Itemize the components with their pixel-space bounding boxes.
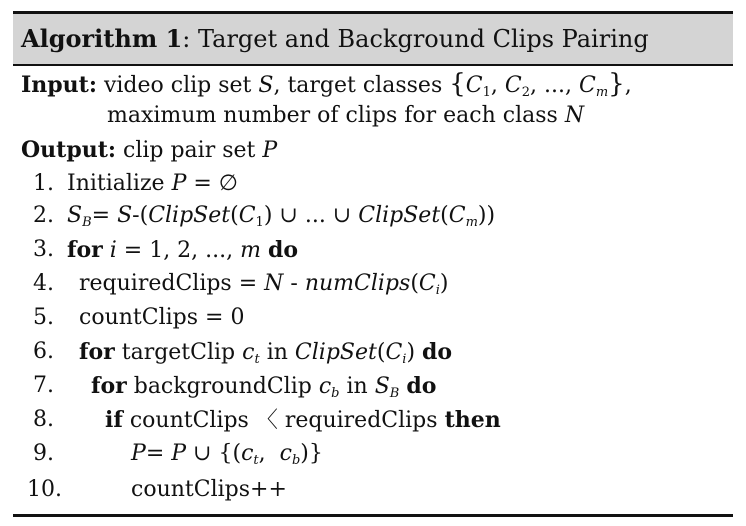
algorithm-title: Algorithm 1: Target and Background Clips Pairing (21, 24, 649, 53)
step-text: countClips++ (131, 477, 287, 502)
keyword-in: in (346, 374, 368, 399)
step-number: 5. (33, 305, 54, 330)
keyword-do: do (406, 373, 437, 399)
step-number: 3. (33, 237, 54, 262)
keyword-for: for (79, 339, 115, 365)
input-line2-text: maximum number of clips for each class (107, 103, 558, 128)
step-number: 1. (33, 171, 54, 196)
step-number: 6. (33, 339, 54, 364)
keyword-do: do (268, 237, 299, 263)
set-S: S (258, 73, 274, 98)
step-number: 10. (27, 477, 62, 502)
output-label: Output (21, 137, 108, 163)
algorithm-box: Algorithm 1: Target and Background Clips Pairing Input: video clip set S, target classes {$C_1$, $C_2$, ..., $C_m$}, maximum number of clips for each class N Output: clip pair set P 1. Initialize P = ∅ 2. $S_B=$ $S-(ClipSet(C_1)$ ∪ ... ∪ $ClipSet(C_m)$) 3. for i = 1, 2, ..., m do 4. requiredClips = N - $numClips(C_i)$ 5. countClips = 0 6. for targetClip $c_t$ in $ClipSet(C_i)$ do 7. for backgroundClip $c_b$ in $S_B$ do 8. if countClips 〈 requiredClips then 9. P= P ∪ {($c_t$, $c_b$)} 10. countClips++ (13, 11, 733, 517)
keyword-for: for (67, 237, 103, 263)
keyword-do: do (422, 339, 453, 365)
keyword-then: then (444, 407, 501, 433)
output-text: clip pair set (123, 138, 256, 163)
keyword-for: for (91, 373, 127, 399)
step-text: Initialize (67, 171, 165, 196)
N-var: N (564, 103, 585, 128)
step-number: 7. (33, 373, 54, 398)
step-number: 8. (33, 407, 54, 432)
step-number: 2. (33, 203, 54, 228)
input-label: Input (21, 72, 89, 98)
step-text: targetClip (121, 340, 236, 365)
algorithm-title-text: Target and Background Clips Pairing (198, 25, 649, 53)
header-rule (13, 64, 733, 66)
step-text: countClips = 0 (79, 305, 245, 330)
step-text: backgroundClip (133, 374, 312, 399)
algorithm-label: Algorithm 1 (21, 24, 183, 53)
step-text: countClips 〈 requiredClips (129, 408, 438, 433)
input-text: video clip set (103, 73, 252, 98)
bottom-rule (13, 514, 733, 517)
step-number: 9. (33, 441, 54, 466)
keyword-in: in (266, 340, 288, 365)
step-number: 4. (33, 271, 54, 296)
algorithm-header (13, 14, 733, 64)
keyword-if: if (105, 407, 123, 433)
classes-set: { (449, 69, 466, 99)
P-var: P (262, 138, 278, 163)
